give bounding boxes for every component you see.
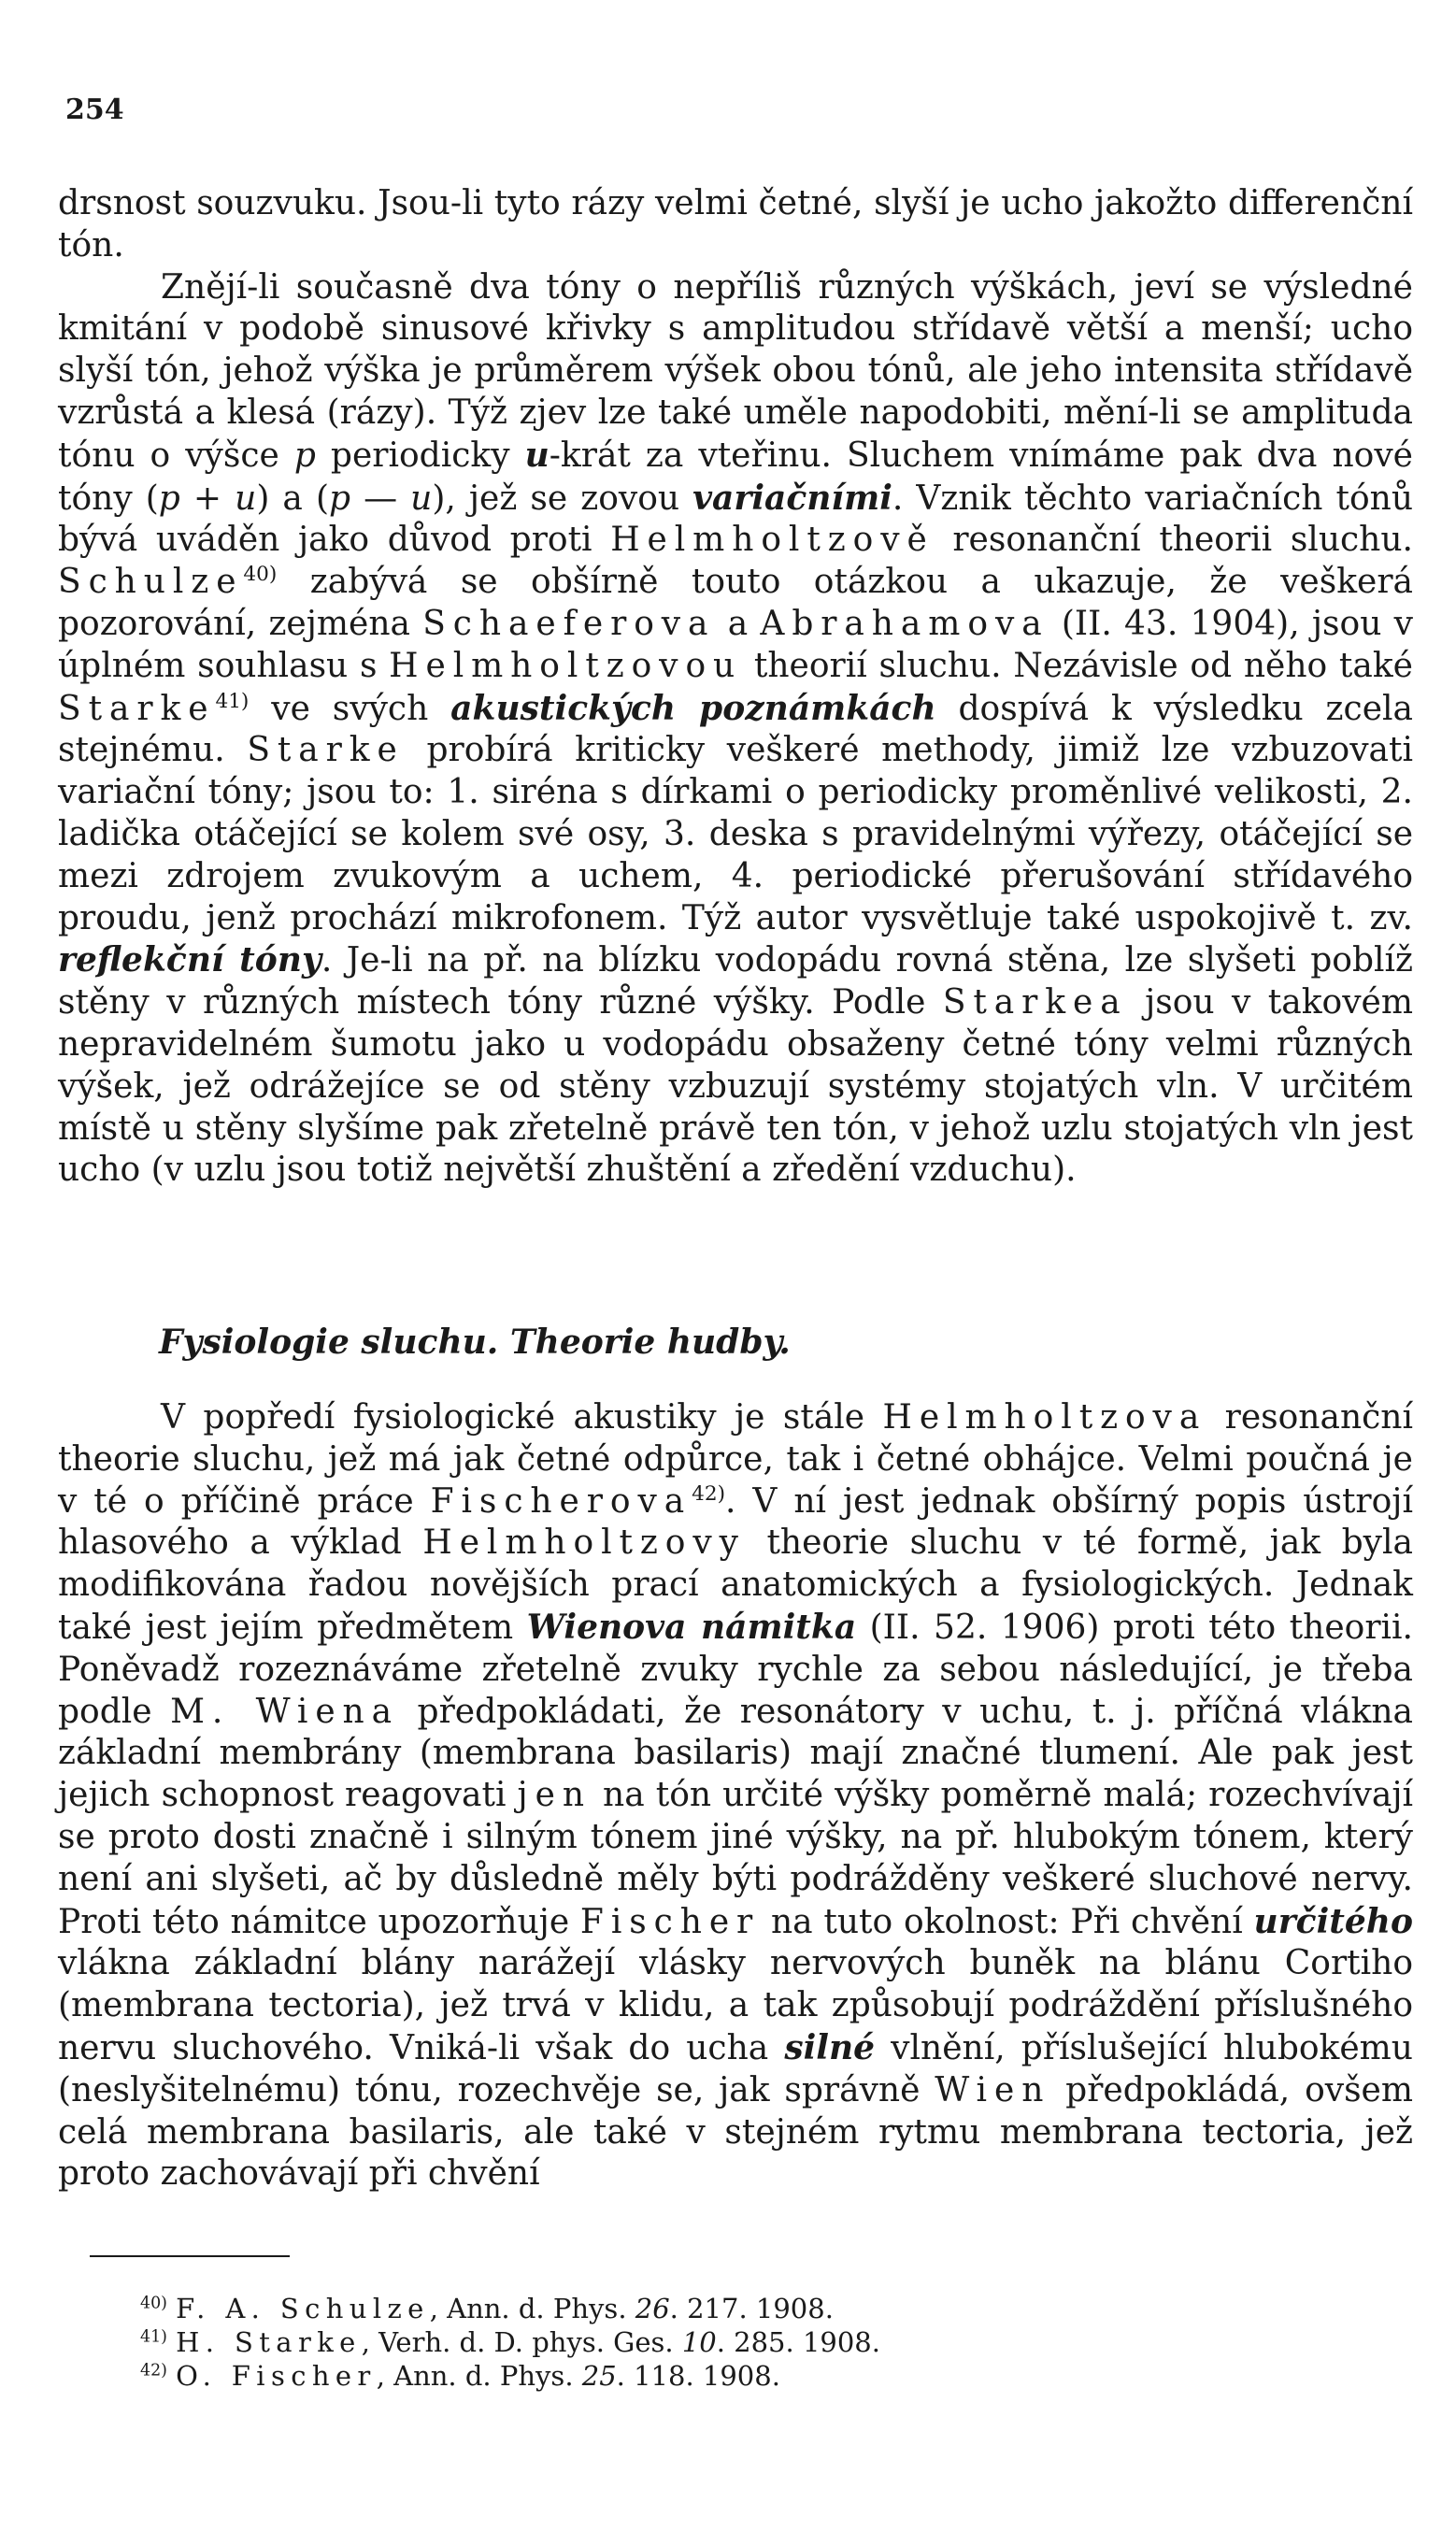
author-name: Helmholtzově — [610, 521, 935, 560]
section-heading: Fysiologie sluchu. Theorie hudby. — [159, 1323, 791, 1362]
footnote-ref[interactable]: 40) — [243, 563, 278, 587]
math-var: u — [524, 435, 550, 475]
emphasis: určitého — [1253, 1901, 1413, 1941]
emphasis: silné — [784, 2027, 876, 2067]
author-name: Helmholtzova — [882, 1398, 1207, 1437]
footnote-author: O. Fischer — [176, 2360, 377, 2392]
body-text-2 — [58, 1397, 1413, 2195]
author-name: Abrahamova — [760, 604, 1049, 643]
footnote-42: $^{42)}$ O. Fischer, Ann. d. Phys. 25. 118. 1908. — [140, 2360, 780, 2392]
author-name: Fischerova — [430, 1481, 692, 1521]
page-number: 254 — [65, 93, 124, 126]
author-name: M. Wiena — [170, 1692, 400, 1731]
author-name: Schaeferova — [422, 604, 716, 643]
paragraph-1: drsnost souzvuku. Jsou-li tyto rázy velmi četné, slyší je ucho jakožto differenční tón. — [58, 184, 1413, 265]
author-name: Helmholtzovou — [389, 646, 743, 685]
footnote-author: H. Starke — [176, 2326, 362, 2358]
author-name: Schulze — [58, 563, 244, 602]
author-name: Starkea — [942, 983, 1128, 1022]
emphasis: akustických poznámkách — [450, 688, 936, 728]
emphasis: Wienova námitka — [526, 1607, 857, 1647]
body-text — [58, 183, 1413, 1192]
author-name: Starke — [247, 731, 405, 770]
paragraph-2: Znějí-li současně dva tóny o nepříliš různých výškách, jeví se výsledné kmitání v podobě sinusové křivky s amplitudou střídavě větší a menší; ucho slyší tón, jehož výška je průměrem výšek obou tónů, ale jeho intensita střídavě vzrůstá a klesá (rázy). Týž zjev lze také uměle napodobiti, mění-li se amplituda tónu o výšce p periodicky u-krát za vteřinu. Sluchem vnímáme pak dva nové tóny (p + u) a (p — u), jež se zovou variačními. Vznik těchto variačních tónů bývá uváděn jako důvod proti Helmholtzově resonanční theorii sluchu. Schulze$^{40)}$ zabývá se obšírně touto otázkou a ukazuje, že veškerá pozorování, zejména Schaeferova a Abrahamova (II. 43. 1904), jsou v úplném souhlasu s Helmholtzovou theorií sluchu. Nezávisle od něho také Starke$^{41)}$ ve svých akustických poznámkách dospívá k výsledku zcela stejnému. Starke probírá kriticky veškeré methody, jimiž lze vzbuzovati variační tóny; jsou to: 1. siréna s dírkami o periodicky proměnlivé velikosti, 2. ladička otáčející se kolem své osy, 3. deska s pravidelnými výřezy, otáčející se mezi zdrojem zvukovým a uchem, 4. periodické přerušování střídavého proudu, jenž prochází mikrofonem. Týž autor vysvětluje také uspokojivě t. zv. reflekční tóny. Je-li na př. na blízku vodopádu rovná stěna, lze slyšeti poblíž stěny v různých místech tóny různé výšky. Podle Starkea jsou v takovém nepravidelném šumotu jako u vodopádu obsaženy četné tóny velmi různých výšek, jež odrážejíce se od stěny vzbuzují systémy stojatých vln. V určitém místě u stěny slyšíme pak zřetelně právě ten tón, v jehož uzlu stojatých vln jest ucho (v uzlu jsou totiž největší zhuštění a zředění vzduchu). — [58, 267, 1413, 1190]
footnote-ref[interactable]: 42) — [692, 1481, 726, 1506]
footnote-ref[interactable]: 41) — [215, 689, 250, 713]
emphasis-spaced: jen — [517, 1776, 592, 1815]
footnotes — [140, 2292, 1262, 2393]
author-name: Helmholtzovy — [422, 1523, 746, 1563]
author-name: Wien — [935, 2070, 1051, 2109]
footnote-author: F. A. Schulze — [176, 2293, 430, 2324]
footnote-divider — [90, 2255, 290, 2257]
author-name: Fischer — [579, 1902, 761, 1941]
paragraph-3: V popředí fysiologické akustiky je stále Helmholtzova resonanční theorie sluchu, jež má jak četné odpůrce, tak i četné obhájce. Velmi poučná je v té o příčině práce Fischerova$^{42)}$. V ní jest jednak obšírný popis ústrojí hlasového a výklad Helmholtzovy theorie sluchu v té formě, jak byla modifikována řadou novějších prací anatomických a fysiologických. Jednak také jest jejím předmětem Wienova námitka (II. 52. 1906) proti této theorii. Poněvadž rozeznáváme zřetelně zvuky rychle za sebou následující, je třeba podle M. Wiena předpokládati, že resonátory v uchu, t. j. příčná vlákna základní membrány (membrana basilaris) mají značné tlumení. Ale pak jest jejich schopnost reagovati jen na tón určité výšky poměrně malá; rozechvívají se proto dosti značně i silným tónem jiné výšky, na př. hlubokým tónem, který není ani slyšeti, ač by důsledně měly býti podrážděny veškeré sluchové nervy. Proti této námitce upozorňuje Fischer na tuto okolnost: Při chvění určitého vlákna základní blány narážejí vlásky nervových buněk na blánu Cortiho (membrana tectoria), jež trvá v klidu, a tak způsobují podráždění příslušného nervu sluchového. Vniká-li však do ucha silné vlnění, příslušející hlubokému (neslyšitelnému) tónu, rozechvěje se, jak správně Wien předpokládá, ovšem celá membrana basilaris, ale také v stejném rytmu membrana tectoria, jež proto zachovávají při chvění — [58, 1398, 1414, 2194]
footnote-40: $^{40)}$ F. A. Schulze, Ann. d. Phys. 26. 217. 1908. — [140, 2293, 834, 2324]
math-var: p — [293, 436, 316, 475]
emphasis: reflekční tóny — [58, 940, 321, 980]
footnote-41: $^{41)}$ H. Starke, Verh. d. D. phys. Ges. 10. 285. 1908. — [140, 2326, 880, 2358]
author-name: Starke — [58, 689, 216, 728]
emphasis: variačními — [692, 478, 892, 518]
